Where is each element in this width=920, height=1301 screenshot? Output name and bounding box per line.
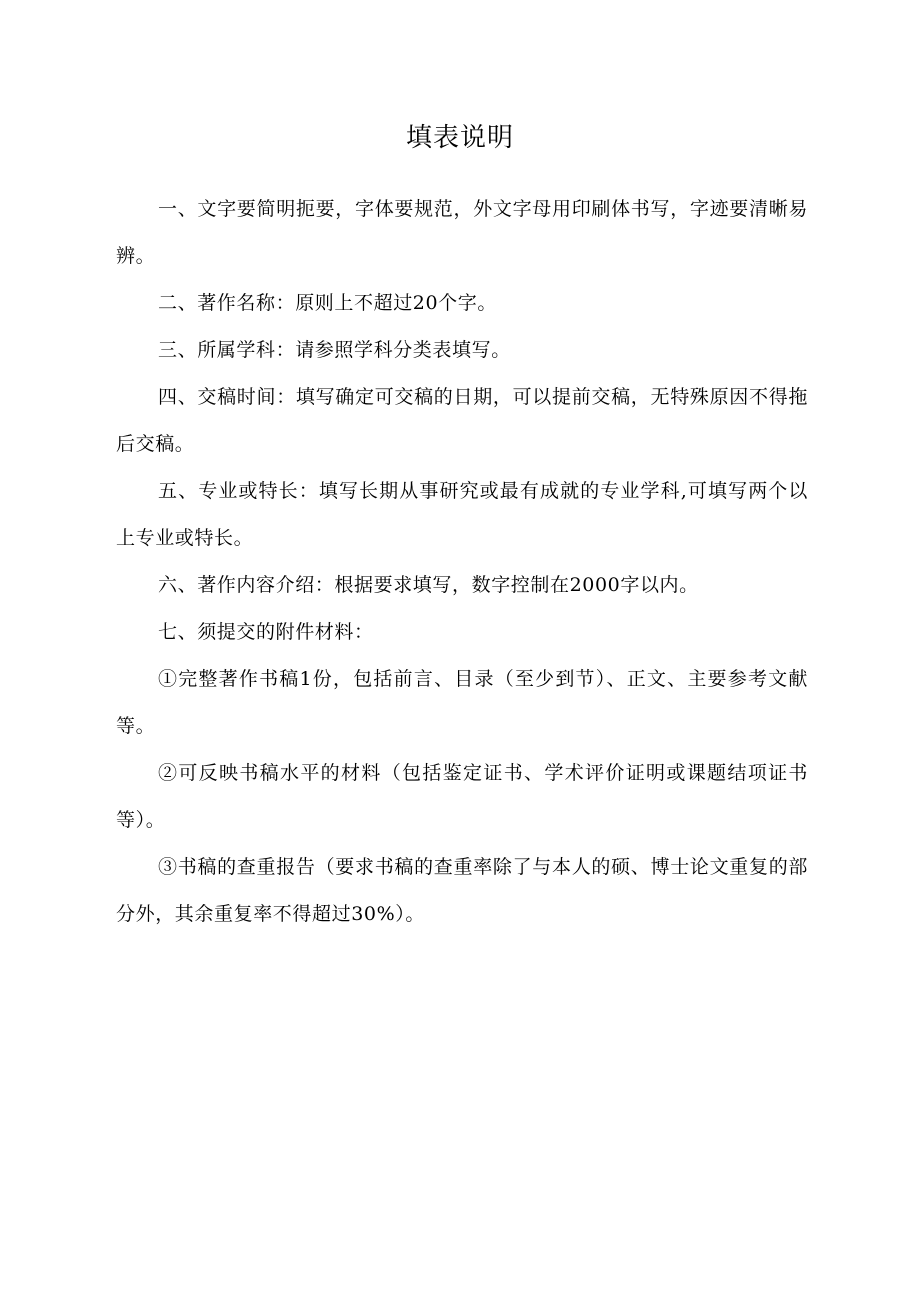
instruction-item-1: 一、文字要简明扼要，字体要规范，外文字母用印刷体书写，字迹要清晰易辨。 [116, 198, 808, 267]
attachment-item-1: ①完整著作书稿1份，包括前言、目录（至少到节）、正文、主要参考文献等。 [116, 668, 808, 737]
instructions-body [116, 186, 808, 938]
attachment-item-2: ②可反映书稿水平的材料（包括鉴定证书、学术评价证明或课题结项证书等）。 [116, 762, 808, 831]
instruction-item-5: 五、专业或特长：填写长期从事研究或最有成就的专业学科,可填写两个以上专业或特长。 [116, 480, 808, 549]
instruction-item-2: 二、著作名称：原则上不超过20个字。 [158, 292, 497, 314]
attachment-item-3: ③书稿的查重报告（要求书稿的查重率除了与本人的硕、博士论文重复的部分外，其余重复率不得超过30%）。 [116, 856, 808, 925]
instruction-item-6: 六、著作内容介绍：根据要求填写，数字控制在2000字以内。 [158, 574, 699, 596]
instruction-item-7: 七、须提交的附件材料： [158, 621, 374, 643]
instruction-item-3: 三、所属学科：请参照学科分类表填写。 [158, 339, 511, 361]
page-title: 填表说明 [405, 123, 514, 153]
instruction-item-4: 四、交稿时间：填写确定可交稿的日期，可以提前交稿，无特殊原因不得拖后交稿。 [116, 386, 808, 455]
